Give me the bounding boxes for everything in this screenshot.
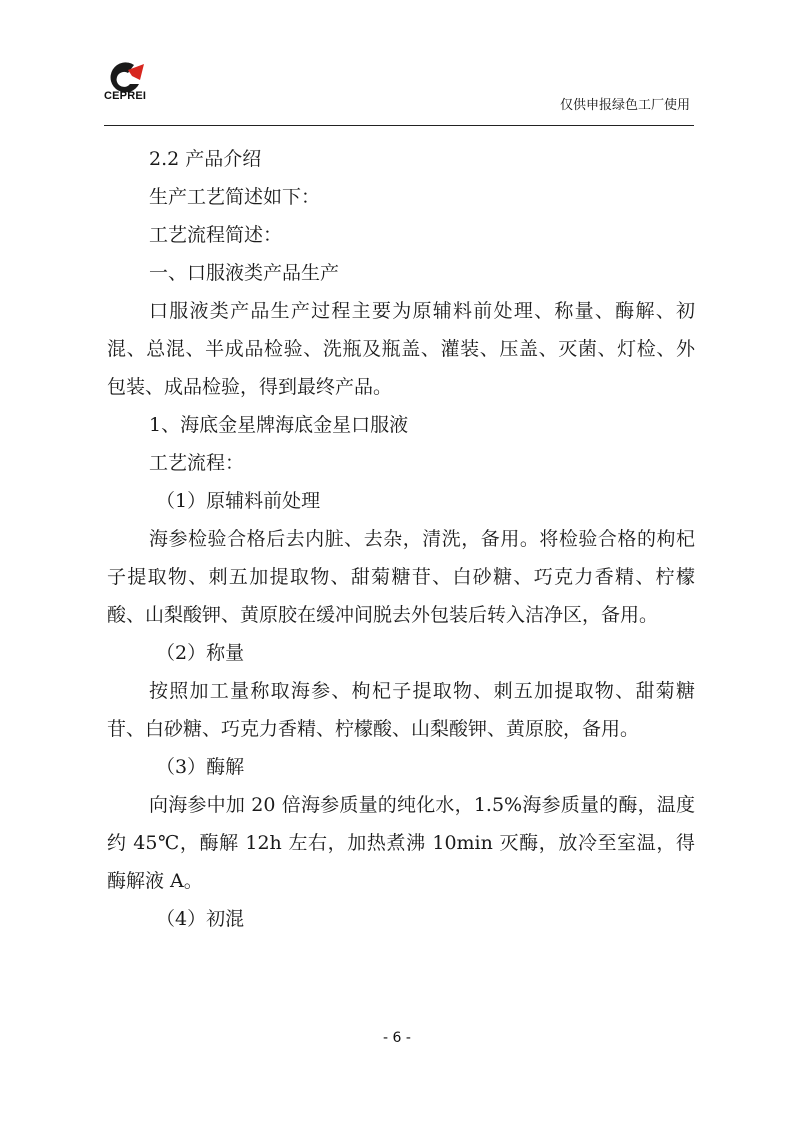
logo-text: CEPREI: [104, 90, 147, 102]
flow-label: 工艺流程：: [149, 452, 245, 474]
page-number: - 6 -: [383, 1030, 411, 1046]
intro-text: 生产工艺简述如下：: [149, 186, 321, 208]
header-note: 仅供申报绿色工厂使用: [559, 98, 690, 113]
paragraph: 海参检验合格后去内脏、去杂，清洗，备用。将检验合格的枸杞子提取物、刺五加提取物、甜菊糖苷、白砂糖、巧克力香精、柠檬酸、山梨酸钾、黄原胶在缓冲间脱去外包装后转入洁净区，备用。: [107, 528, 695, 626]
section-title: 2.2 产品介绍: [149, 148, 262, 170]
product-heading: 1、海底金星牌海底金星口服液: [149, 414, 409, 436]
paragraph: 向海参中加 20 倍海参质量的纯化水，1.5%海参质量的酶，温度约 45℃，酶解 12h 左右，加热煮沸 10min 灭酶，放冷至室温，得酶解液 A。: [107, 794, 695, 892]
step-title: （4）初混: [156, 908, 245, 930]
part-heading: 一、口服液类产品生产: [149, 262, 340, 284]
document-body: [107, 140, 695, 938]
step-title: （2）称量: [156, 642, 245, 664]
paragraph: 按照加工量称取海参、枸杞子提取物、刺五加提取物、甜菊糖苷、白砂糖、巧克力香精、柠檬酸、山梨酸钾、黄原胶，备用。: [107, 680, 695, 740]
step-title: （3）酶解: [156, 756, 245, 778]
header-divider: [104, 125, 694, 126]
process-heading: 工艺流程简述：: [149, 224, 283, 246]
paragraph: 口服液类产品生产过程主要为原辅料前处理、称量、酶解、初混、总混、半成品检验、洗瓶及瓶盖、灌装、压盖、灭菌、灯检、外包装、成品检验，得到最终产品。: [107, 300, 695, 398]
page-header: [0, 0, 794, 130]
step-title: （1）原辅料前处理: [156, 490, 321, 512]
